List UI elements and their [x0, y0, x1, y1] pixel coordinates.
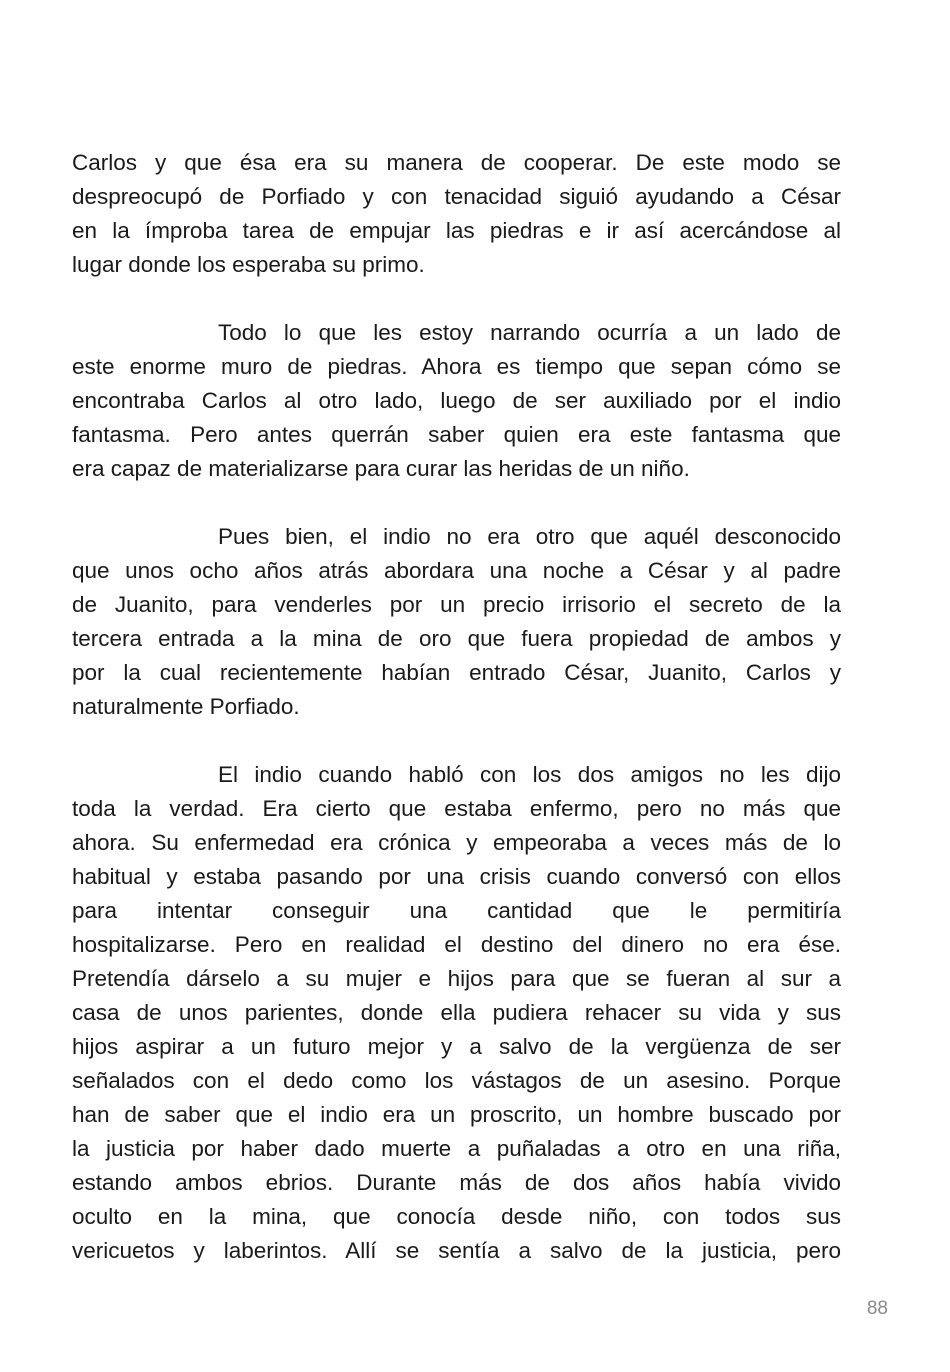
- paragraph-3: [72, 520, 841, 724]
- text-line: vericuetos y laberintos. Allí se sentía a salvo de la justicia, pero: [72, 1238, 841, 1263]
- text-line: para intentar conseguir una cantidad que le permitiría: [72, 898, 841, 923]
- text-line: hijos aspirar a un futuro mejor y a salvo de la vergüenza de ser: [72, 1034, 841, 1059]
- text-line: oculto en la mina, que conocía desde niño, con todos sus: [72, 1204, 841, 1229]
- text-line: este enorme muro de piedras. Ahora es tiempo que sepan cómo se: [72, 354, 841, 379]
- text-line: hospitalizarse. Pero en realidad el destino del dinero no era ése.: [72, 932, 841, 957]
- text-line: fantasma. Pero antes querrán saber quien era este fantasma que: [72, 422, 841, 447]
- paragraph-gap: [72, 282, 841, 316]
- text-line: habitual y estaba pasando por una crisis cuando conversó con ellos: [72, 864, 841, 889]
- text-line: despreocupó de Porfiado y con tenacidad siguió ayudando a César: [72, 184, 841, 209]
- text-line: tercera entrada a la mina de oro que fuera propiedad de ambos y: [72, 626, 841, 651]
- page-number: 88: [866, 1298, 888, 1319]
- paragraph-2: [72, 316, 841, 486]
- text-body: [72, 146, 841, 1268]
- text-line: era capaz de materializarse para curar las heridas de un niño.: [72, 456, 690, 481]
- text-line: señalados con el dedo como los vástagos de un asesino. Porque: [72, 1068, 841, 1093]
- text-line: casa de unos parientes, donde ella pudiera rehacer su vida y sus: [72, 1000, 841, 1025]
- text-line: la justicia por haber dado muerte a puñaladas a otro en una riña,: [72, 1136, 841, 1161]
- text-line: que unos ocho años atrás abordara una noche a César y al padre: [72, 558, 841, 583]
- text-line: El indio cuando habló con los dos amigos no les dijo: [218, 762, 841, 787]
- paragraph-4: [72, 758, 841, 1268]
- text-line: de Juanito, para venderles por un precio irrisorio el secreto de la: [72, 592, 841, 617]
- paragraph-gap: [72, 486, 841, 520]
- text-line: en la ímproba tarea de empujar las piedras e ir así acercándose al: [72, 218, 841, 243]
- paragraph-1: [72, 146, 841, 282]
- text-line: estando ambos ebrios. Durante más de dos años había vivido: [72, 1170, 841, 1195]
- text-line: toda la verdad. Era cierto que estaba enfermo, pero no más que: [72, 796, 841, 821]
- text-line: encontraba Carlos al otro lado, luego de ser auxiliado por el indio: [72, 388, 841, 413]
- text-line: ahora. Su enfermedad era crónica y empeoraba a veces más de lo: [72, 830, 841, 855]
- text-line: naturalmente Porfiado.: [72, 694, 300, 719]
- text-line: Pretendía dárselo a su mujer e hijos para que se fueran al sur a: [72, 966, 841, 991]
- text-line: lugar donde los esperaba su primo.: [72, 252, 425, 277]
- text-line: han de saber que el indio era un proscrito, un hombre buscado por: [72, 1102, 841, 1127]
- text-line: Pues bien, el indio no era otro que aquél desconocido: [218, 524, 841, 549]
- paragraph-gap: [72, 724, 841, 758]
- text-line: por la cual recientemente habían entrado César, Juanito, Carlos y: [72, 660, 841, 685]
- text-line: Todo lo que les estoy narrando ocurría a un lado de: [218, 320, 841, 345]
- text-line: Carlos y que ésa era su manera de cooperar. De este modo se: [72, 150, 841, 175]
